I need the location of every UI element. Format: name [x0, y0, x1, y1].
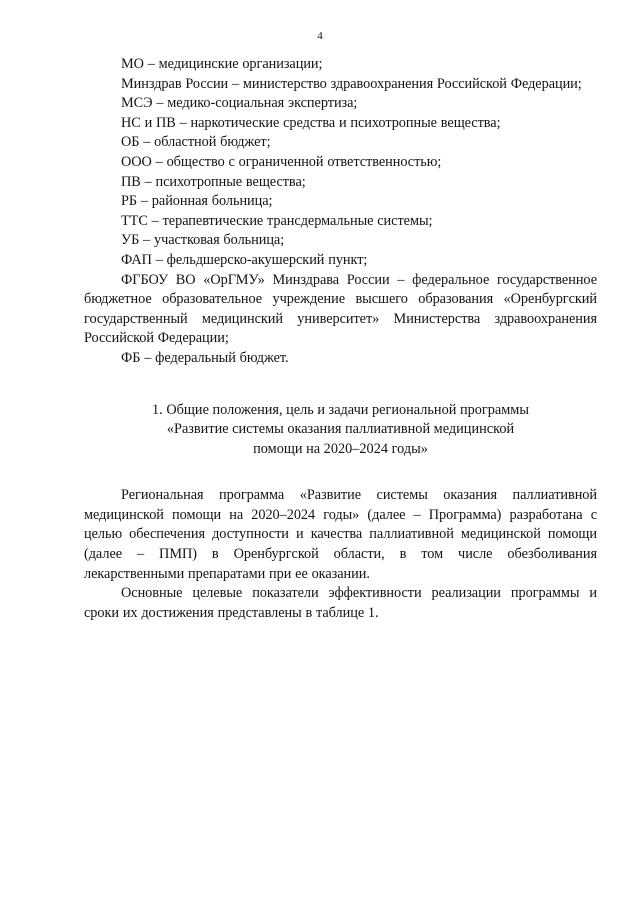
abbreviation-item-tts: ТТС – терапевтические трансдермальные системы;	[121, 212, 433, 229]
abbreviation-item-rb: РБ – районная больница;	[121, 193, 273, 210]
body-paragraph: Региональная программа «Развитие системы оказания паллиативной медицинской помощи на 2020–2024 годы» (далее – Программа) разработана с целью обеспечения доступности и качества паллиативной медицинской помощи (далее – ПМП) в Оренбургской области, в том числе обезболивания лекарственными препаратами при ее оказании.	[84, 487, 597, 582]
abbreviation-item-mse: МСЭ – медико-социальная экспертиза;	[121, 95, 358, 112]
page-number: 4	[317, 30, 323, 42]
abbreviation-item-minzdrav: Минздрав России – министерство здравоохранения Российской Федерации;	[121, 75, 582, 92]
abbreviation-item-ooo: ООО – общество с ограниченной ответственностью;	[121, 153, 442, 170]
section-body	[84, 486, 597, 623]
abbreviation-item-pv: ПВ – психотропные вещества;	[121, 173, 306, 190]
abbreviations-list	[84, 55, 597, 369]
section-heading-line: 1. Общие положения, цель и задачи региональной программы	[152, 401, 529, 418]
abbreviation-item-mo: МО – медицинские организации;	[121, 56, 323, 72]
page-content	[84, 55, 597, 623]
abbreviation-item-fap: ФАП – фельдшерско-акушерский пункт;	[121, 251, 368, 268]
section-heading-line: «Развитие системы оказания паллиативной медицинской	[166, 421, 515, 438]
abbreviation-item-fgbou: ФГБОУ ВО «ОрГМУ» Минздрава России – федеральное государственное бюджетное образовательное учреждение высшего образования «Оренбургский государственный медицинский университет» Министерства здравоохранения Российской Федерации;	[84, 271, 597, 347]
body-paragraph: Основные целевые показатели эффективности реализации программы и сроки их достижения представлены в таблице 1.	[84, 585, 597, 621]
section-heading-line: помощи на 2020–2024 годы»	[253, 440, 428, 457]
abbreviation-item-ns-pv: НС и ПВ – наркотические средства и психотропные вещества;	[121, 114, 501, 131]
section-heading	[84, 401, 597, 460]
abbreviation-item-ob: ОБ – областной бюджет;	[121, 134, 271, 151]
abbreviation-item-ub: УБ – участковая больница;	[121, 232, 285, 249]
abbreviation-item-fb: ФБ – федеральный бюджет.	[121, 349, 289, 366]
